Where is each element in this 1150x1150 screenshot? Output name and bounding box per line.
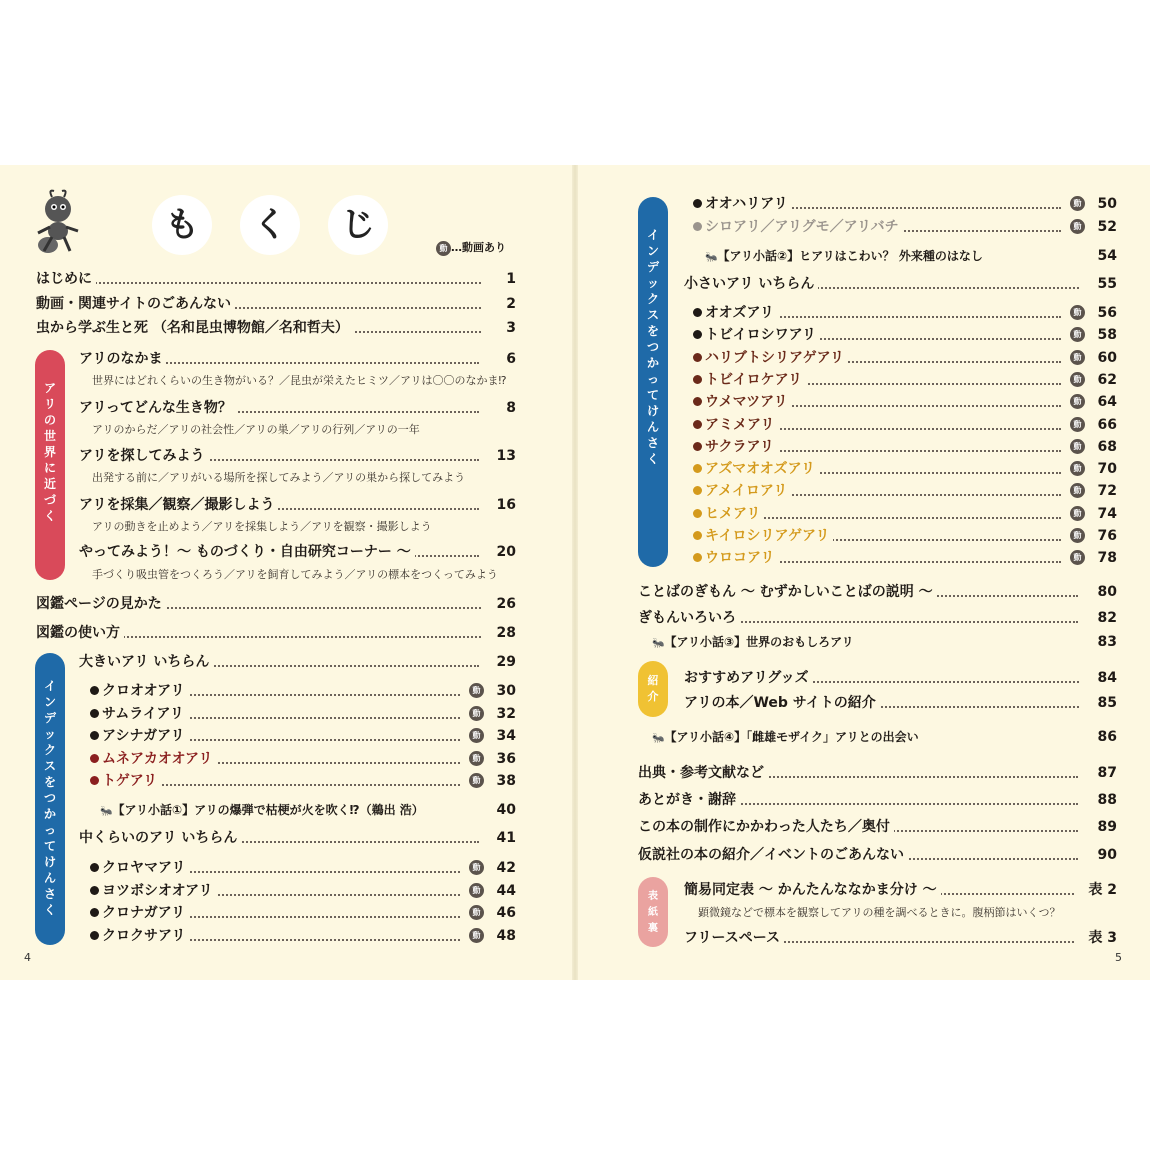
species-entry[interactable] <box>693 414 1117 436</box>
video-legend-text: …動画あり <box>451 241 506 254</box>
page-number: 32 <box>496 705 516 722</box>
species-name: トビイロケアリ <box>705 371 803 388</box>
toc-subtitle: アリの動きを止めよう／アリを採集しよう／アリを観察・撮影しよう <box>92 520 432 533</box>
toc-entry[interactable]: アリのなかま 6 <box>79 348 516 370</box>
color-dot-icon <box>693 199 702 208</box>
species-name: アシナガアリ <box>102 728 185 744</box>
toc-entry[interactable]: 簡易同定表 ～ かんたんななかま分け ～ 表 2 <box>684 879 1117 901</box>
species-name: オオズアリ <box>705 305 774 321</box>
color-dot-icon <box>693 397 702 406</box>
book-gutter <box>572 165 578 980</box>
toc-subtitle: 顕微鏡などで標本を観察してアリの種を調べるときに。腹柄節はいくつ？ <box>698 906 1061 919</box>
species-entry[interactable] <box>693 391 1117 413</box>
color-dot-icon <box>90 686 99 695</box>
toc-entry[interactable]: アリを採集／観察／撮影しよう 16 <box>79 494 516 516</box>
video-badge-icon: 動 <box>469 928 484 943</box>
title-char-ji: じ <box>328 195 388 255</box>
species-name: オオハリアリ <box>705 196 788 212</box>
species-entry[interactable] <box>90 703 516 725</box>
color-dot-icon <box>90 908 99 917</box>
page-number: 74 <box>1097 505 1117 522</box>
color-dot-icon <box>693 222 702 231</box>
color-dot-icon <box>693 420 702 429</box>
page-number: 42 <box>496 860 516 876</box>
page-number: 58 <box>1097 327 1117 344</box>
toc-subtitle: 出発する前に／アリがいる場所を探してみよう／アリの巣から探してみよう <box>92 471 466 484</box>
page-number: 52 <box>1097 219 1117 235</box>
species-name: トゲアリ <box>102 773 158 789</box>
video-badge-icon: 動 <box>469 773 484 788</box>
page-number-right: 5 <box>1115 951 1122 964</box>
page-number-left: 4 <box>24 951 31 964</box>
species-entry[interactable] <box>693 458 1117 480</box>
color-dot-icon <box>90 709 99 718</box>
video-badge-icon: 動 <box>1070 196 1085 211</box>
page-number: 72 <box>1097 483 1117 500</box>
toc-entry[interactable]: 小さいアリ いちらん 55 <box>684 273 1117 295</box>
title-char-mo: も <box>152 195 212 255</box>
color-dot-icon <box>693 486 702 495</box>
color-dot-icon <box>693 464 702 473</box>
page-number: 76 <box>1097 528 1117 544</box>
video-badge-icon: 動 <box>436 241 451 256</box>
video-badge-icon: 動 <box>469 751 484 766</box>
page-number: 50 <box>1097 196 1117 212</box>
species-entry[interactable] <box>693 324 1117 346</box>
toc-intro-2[interactable]: 動画・関連サイトのごあんない 2 <box>36 293 516 315</box>
page-number: 36 <box>496 750 516 767</box>
page-number: 46 <box>496 905 516 921</box>
title-char-ku: く <box>240 195 300 255</box>
page-number: 30 <box>496 683 516 699</box>
toc-intro-3[interactable]: 虫から学ぶ生と死 （名和昆虫博物館／名和哲夫） 3 <box>36 317 516 339</box>
species-entry[interactable] <box>90 748 516 770</box>
color-dot-icon <box>90 886 99 895</box>
video-badge-icon: 動 <box>1070 550 1085 565</box>
ant-mascot-icon <box>30 187 90 257</box>
species-entry[interactable] <box>693 193 1117 215</box>
video-badge-icon: 動 <box>469 905 484 920</box>
page-number: 44 <box>496 882 516 899</box>
color-dot-icon <box>693 375 702 384</box>
species-name: キイロシリアゲアリ <box>705 528 830 544</box>
species-entry[interactable] <box>693 216 1117 238</box>
species-entry[interactable] <box>693 480 1117 502</box>
toc-subtitle: 世界にはどれくらいの生き物がいる？／昆虫が栄えたヒミツ／アリは〇〇のなかま⁉ <box>92 374 507 387</box>
species-entry[interactable] <box>90 725 516 747</box>
section-tab-intro[interactable] <box>638 661 668 717</box>
ant-bullet-icon: 🐜 <box>652 638 665 649</box>
section-tab-cover[interactable] <box>638 877 668 947</box>
ant-bullet-icon: 🐜 <box>705 252 718 263</box>
species-name: アメイロアリ <box>705 483 788 500</box>
species-name: クロクサアリ <box>102 927 186 944</box>
video-badge-icon: 動 <box>469 728 484 743</box>
toc-column-entry[interactable]: 🐜【アリ小話③】世界のおもしろアリ 83 <box>652 631 1117 653</box>
video-badge-icon: 動 <box>469 706 484 721</box>
color-dot-icon <box>693 553 702 562</box>
section-tab-approach[interactable] <box>35 350 65 580</box>
toc-subtitle: アリのからだ／アリの社会性／アリの巣／アリの行列／アリの一年 <box>92 423 420 436</box>
color-dot-icon <box>693 442 702 451</box>
species-entry[interactable] <box>693 525 1117 547</box>
video-badge-icon: 動 <box>469 860 484 875</box>
species-name: シロアリ／アリグモ／アリバチ <box>705 219 899 235</box>
color-dot-icon <box>90 863 99 872</box>
toc-entry[interactable]: やってみよう！～ ものづくり・自由研究コーナー ～ 20 <box>79 541 516 563</box>
video-badge-icon: 動 <box>1070 528 1085 543</box>
ant-bullet-icon: 🐜 <box>652 733 665 744</box>
species-entry[interactable] <box>90 857 516 879</box>
color-dot-icon <box>693 531 702 540</box>
page-number: 70 <box>1097 461 1117 478</box>
species-entry[interactable] <box>693 503 1117 525</box>
color-dot-icon <box>693 509 702 518</box>
species-entry[interactable] <box>693 347 1117 369</box>
page-number: 48 <box>496 927 516 944</box>
section-tab-label: イ ン デ ッ ク ス を つ か っ て け ん さ く <box>646 228 659 466</box>
species-name: サクラアリ <box>705 438 774 455</box>
toc-entry[interactable]: ぎもんいろいろ 82 <box>638 607 1117 629</box>
page-number: 62 <box>1097 371 1117 388</box>
section-tab-label: 紹 介 <box>647 674 659 703</box>
species-name: アミメアリ <box>705 416 775 433</box>
video-badge-icon: 動 <box>1070 439 1085 454</box>
species-entry[interactable] <box>90 770 516 792</box>
species-entry[interactable] <box>90 680 516 702</box>
video-badge-icon: 動 <box>1070 506 1085 521</box>
species-entry[interactable] <box>90 902 516 924</box>
species-name: アズマオオズアリ <box>705 461 816 478</box>
toc-column-entry[interactable]: 🐜【アリ小話②】ヒアリはこわい？ 外来種のはなし 54 <box>705 245 1117 267</box>
toc-entry[interactable]: アリってどんな生き物？ 8 <box>79 397 516 419</box>
species-name: クロナガアリ <box>102 905 186 921</box>
page-number: 64 <box>1097 394 1117 411</box>
section-tab-index[interactable] <box>35 653 65 945</box>
species-name: ヒメアリ <box>705 505 761 522</box>
toc-entry[interactable]: この本の制作にかかわった人たち／奥付 89 <box>638 816 1117 838</box>
species-name: サムライアリ <box>102 705 184 722</box>
video-badge-icon: 動 <box>1070 394 1085 409</box>
species-name: ヨツボシオオアリ <box>102 882 213 899</box>
toc-entry[interactable]: 大きいアリ いちらん 29 <box>79 651 516 673</box>
toc-entry[interactable]: 図鑑ページの見かた 26 <box>36 593 516 615</box>
toc-entry[interactable]: ことばのぎもん ～ むずかしいことばの説明 ～ 80 <box>638 581 1117 603</box>
color-dot-icon <box>90 931 99 940</box>
species-name: クロヤマアリ <box>102 860 186 876</box>
species-entry[interactable] <box>90 925 516 947</box>
toc-entry[interactable]: 中くらいのアリ いちらん 41 <box>79 827 516 849</box>
toc-entry[interactable]: フリースペース 表 3 <box>684 927 1117 949</box>
color-dot-icon <box>90 754 99 763</box>
page-number: 38 <box>496 773 516 789</box>
species-name: クロオオアリ <box>102 683 185 699</box>
book-spread <box>0 165 1150 980</box>
toc-column-entry[interactable]: 🐜【アリ小話①】アリの爆弾で枯梗が火を吹く⁉（鵜出 浩） 40 <box>100 799 516 821</box>
section-tab-index-right[interactable] <box>638 197 668 567</box>
species-entry[interactable] <box>693 302 1117 324</box>
ant-bullet-icon: 🐜 <box>100 806 113 817</box>
toc-subtitle: 手づくり吸虫管をつくろう／アリを飼育してみよう／アリの標本をつくってみよう <box>92 568 498 581</box>
color-dot-icon <box>693 353 702 362</box>
video-badge-icon: 動 <box>469 683 484 698</box>
toc-entry[interactable]: おすすめアリグッズ 84 <box>684 667 1117 689</box>
page-number: 66 <box>1097 416 1117 433</box>
video-badge-icon: 動 <box>1070 350 1085 365</box>
toc-entry[interactable]: 出典・参考文献など 87 <box>638 762 1117 784</box>
section-tab-label: イ ン デ ッ ク ス を つ か っ て け ん さ く <box>43 679 56 917</box>
species-name: トビイロシワアリ <box>705 327 817 344</box>
color-dot-icon <box>693 330 702 339</box>
toc-entry[interactable]: アリを探してみよう 13 <box>79 445 516 467</box>
page-number: 34 <box>496 728 516 744</box>
page-number: 68 <box>1097 438 1117 455</box>
toc-column-entry[interactable]: 🐜【アリ小話④】「雌雄モザイク」アリとの出会い 86 <box>652 726 1117 748</box>
video-badge-icon: 動 <box>469 883 484 898</box>
video-badge-icon: 動 <box>1070 461 1085 476</box>
section-tab-label: 表 紙 裏 <box>648 891 658 934</box>
video-badge-icon: 動 <box>1070 372 1085 387</box>
species-entry[interactable] <box>693 547 1117 569</box>
page-number: 60 <box>1097 349 1117 366</box>
video-badge-icon: 動 <box>1070 417 1085 432</box>
toc-entry[interactable]: あとがき・謝辞 88 <box>638 789 1117 811</box>
video-legend <box>436 239 506 256</box>
species-entry[interactable] <box>90 880 516 902</box>
species-entry[interactable] <box>693 369 1117 391</box>
page-number: 56 <box>1097 305 1117 321</box>
color-dot-icon <box>693 308 702 317</box>
species-name: ウロコアリ <box>705 550 775 567</box>
video-badge-icon: 動 <box>1070 483 1085 498</box>
page-number: 78 <box>1097 550 1117 567</box>
species-name: ムネアカオオアリ <box>102 750 213 767</box>
video-badge-icon: 動 <box>1070 219 1085 234</box>
species-name: ハリブトシリアゲアリ <box>705 349 845 366</box>
toc-entry[interactable]: 仮説社の本の紹介／イベントのごあんない 90 <box>638 844 1117 866</box>
section-tab-label: ア リ の 世 界 に 近 づ く <box>43 381 56 523</box>
species-entry[interactable] <box>693 436 1117 458</box>
species-name: ウメマツアリ <box>705 394 788 411</box>
toc-intro-1[interactable]: はじめに 1 <box>36 268 516 290</box>
toc-entry[interactable]: 図鑑の使い方 28 <box>36 622 516 644</box>
video-badge-icon: 動 <box>1070 327 1085 342</box>
color-dot-icon <box>90 731 99 740</box>
toc-entry[interactable]: アリの本／Web サイトの紹介 85 <box>684 692 1117 714</box>
color-dot-icon <box>90 776 99 785</box>
video-badge-icon: 動 <box>1070 305 1085 320</box>
